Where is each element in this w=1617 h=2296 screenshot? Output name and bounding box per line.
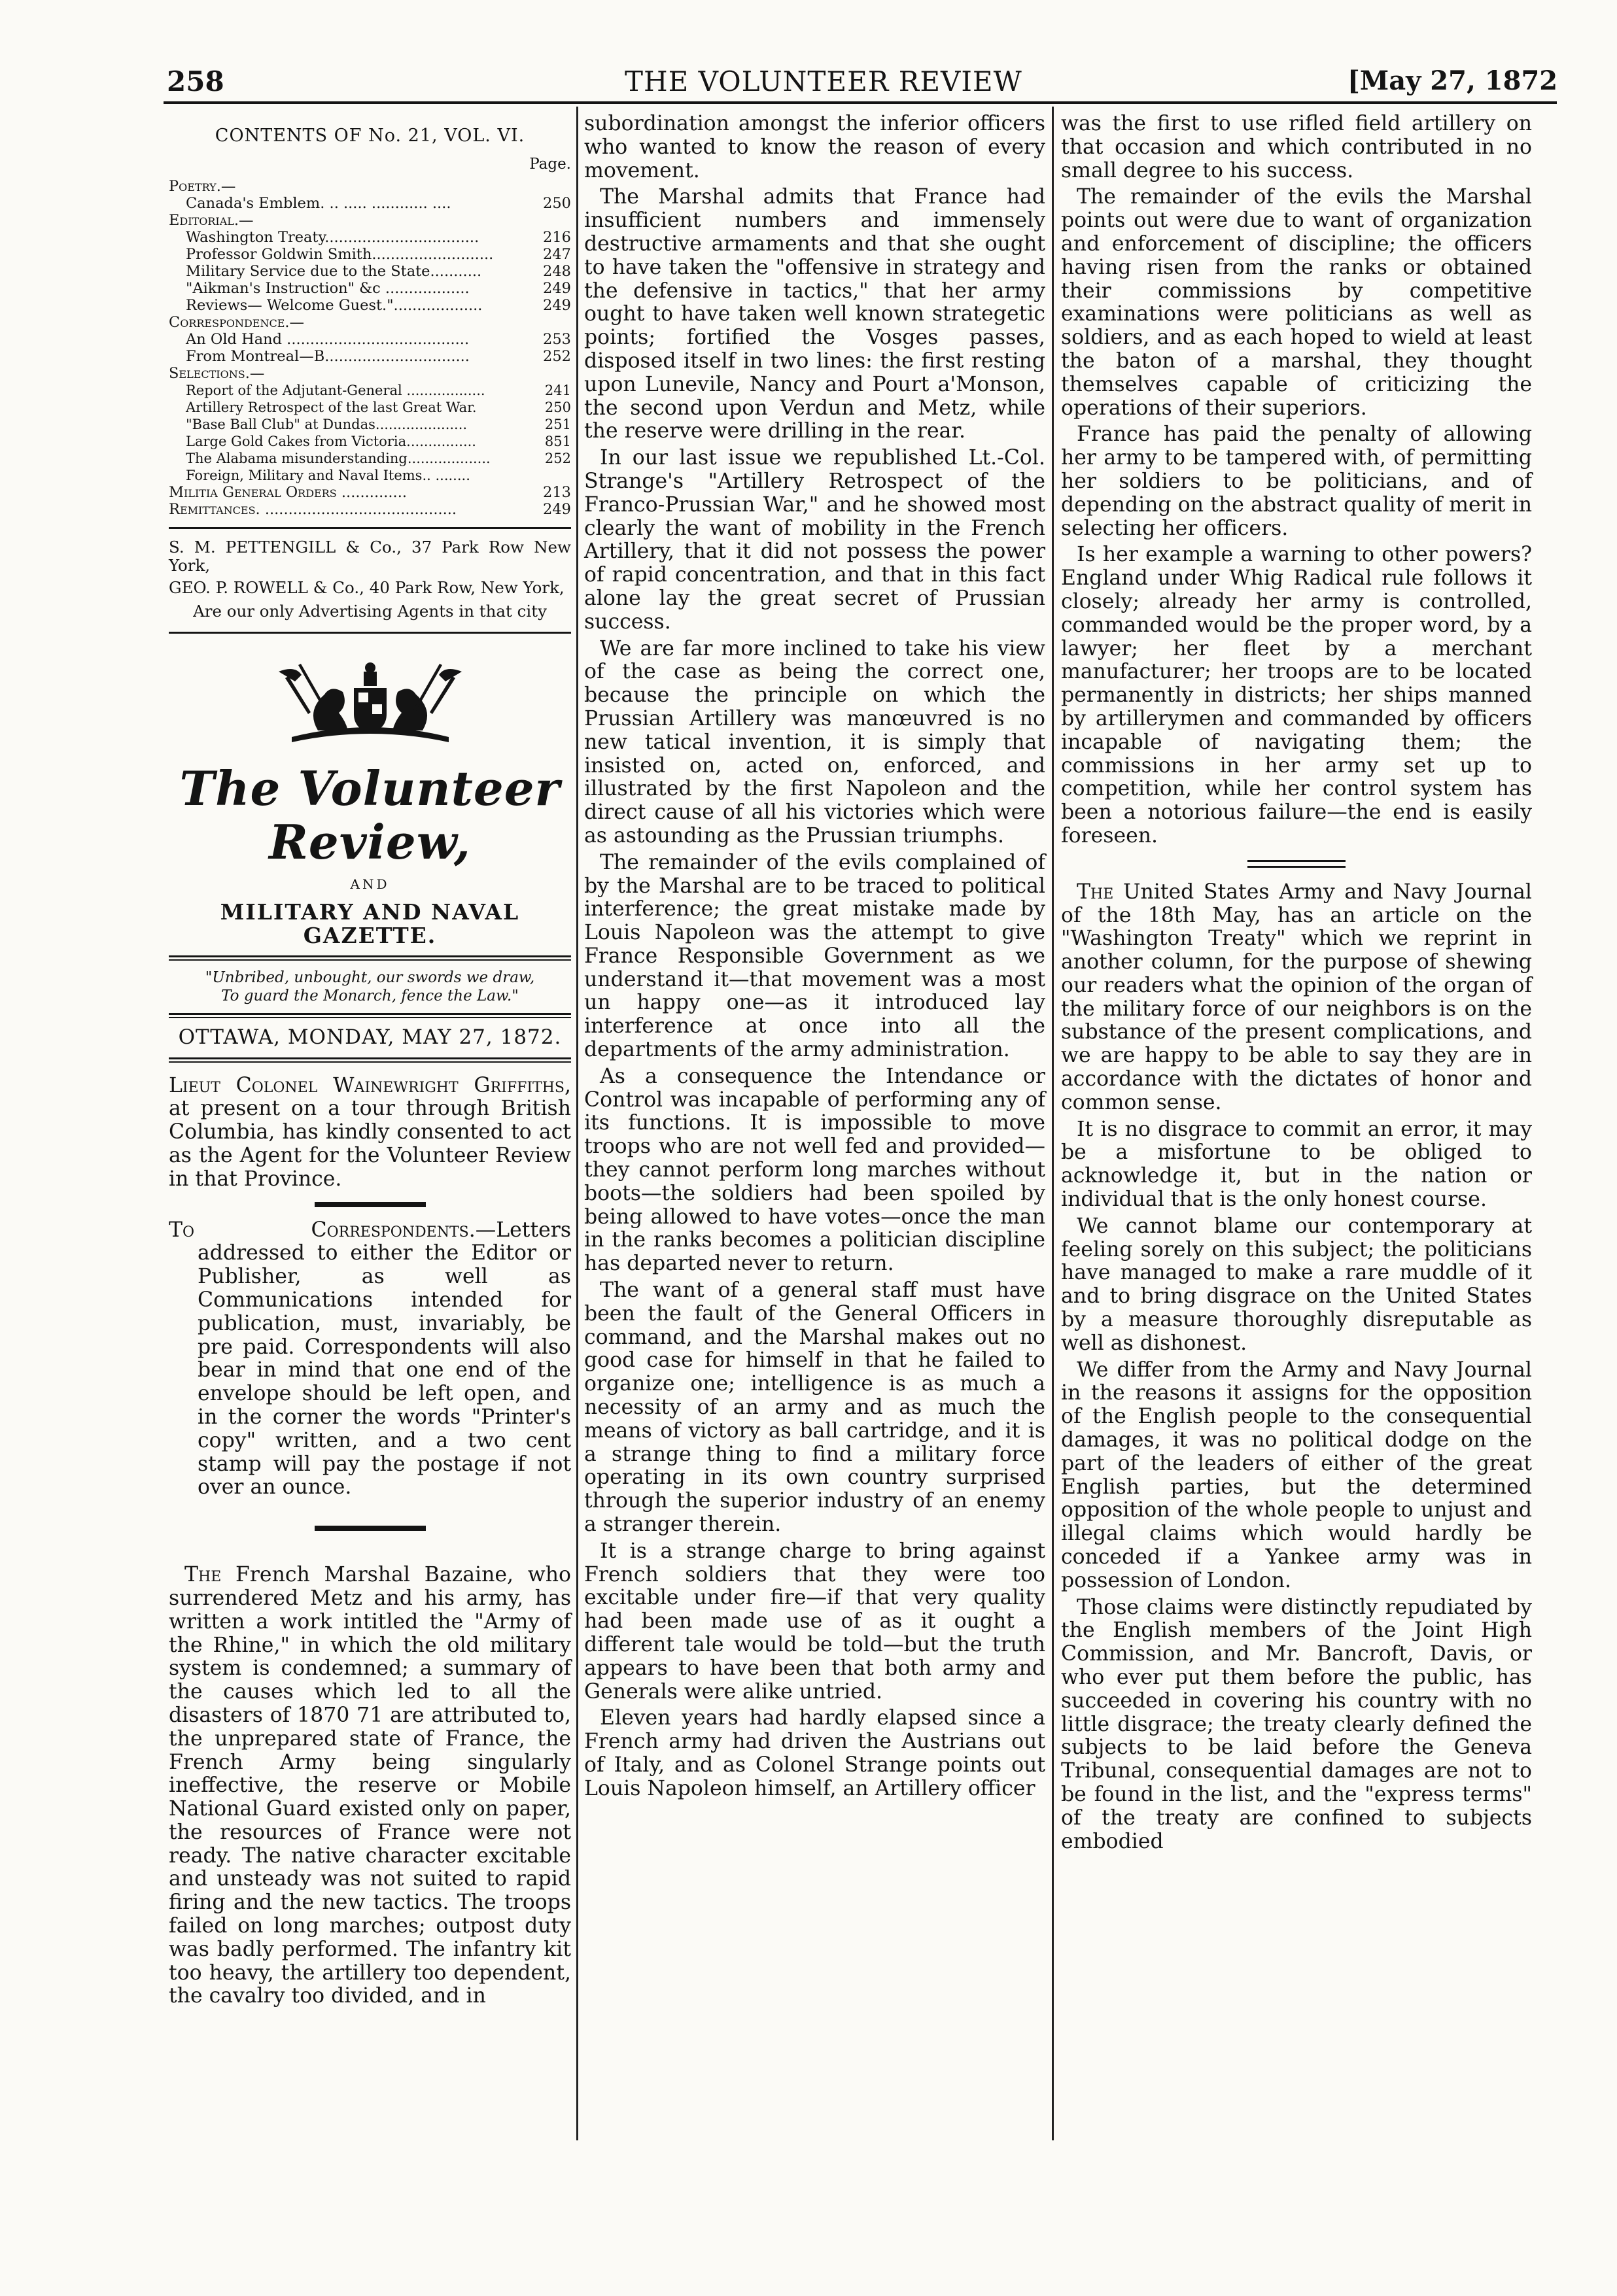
article-paragraph: France has paid the penalty of allowing her army to be tampered with, of permitting her soldiers to be politicians, and of depending on the abstract quality of merit in selecting her officers. <box>1061 422 1532 540</box>
issue-date: [May 27, 1872 <box>1348 65 1558 96</box>
article-paragraph: We are far more inclined to take his view of the case as being the correct one, because the principle on which the Prussian Artillery was manœuvred is no new tatical invention, it is simply that insisted on, acted on, enforced, and illustrated by the first Napoleon and the direct cause of all his victories which were as astounding as the Prussian triumphs. <box>584 636 1045 848</box>
divider <box>169 1057 571 1063</box>
contents-row <box>169 365 571 382</box>
article-paragraph: The want of a general staff must have been the fault of the General Officers in command, and the Marshal makes out no good case for himself in that he failed to organize one; intelligence is as much a necessity of an army and as much the means of victory as ball cartridge, and it is a strange thing to find a military force operating in its own country surprised through the superior industry of an enemy a stranger therein. <box>584 1278 1045 1537</box>
article-paragraph: It is a strange charge to bring against French soldiers that they were too excitable under fire—if that very quality had been made use of as it ought a different tale would be told—but the truth appears to have been that both army and Generals were alike untried. <box>584 1539 1045 1704</box>
contents-category: Militia General Orders <box>169 483 337 501</box>
paragraph-body: United States Army and Navy Journal of the 18th May, has an article on the "Washington Treaty" which we reprint in another column, for the purpose of shewing our readers what the opinion of the organ of the military force of our neighbors is on the substance of the present complications, and we are happy to be able to say they are in accordance with the dictates of honor and common sense. <box>1061 880 1532 1114</box>
masthead-title: The Volunteer Review, <box>179 761 561 870</box>
contents-label: An Old Hand ....................................... <box>186 330 470 348</box>
article-paragraph: Those claims were distinctly repudiated by the English members of the Joint High Commission, and Mr. Bancroft, Davis, or who ever put them before the public, has succeeded in covering his country with no little disgrace; the treaty clearly defined the subjects to be laid before the Geneva Tribunal, consequential damages are not to be found in the list, and the "express terms" of the treaty are confined to subjects embodied <box>1061 1595 1532 1853</box>
contents-page: 252 <box>543 347 571 365</box>
contents-category: Remittances. <box>169 500 260 518</box>
contents-row <box>169 263 571 280</box>
contents-page: 216 <box>543 228 571 246</box>
contents-page: 851 <box>544 433 571 449</box>
short-rule <box>315 1526 426 1531</box>
article-paragraph <box>1061 881 1532 1115</box>
motto <box>169 968 571 1005</box>
contents-row <box>169 484 571 501</box>
contents-row <box>169 331 571 348</box>
divider <box>169 632 571 634</box>
contents-page: 250 <box>544 399 571 415</box>
contents-label: "Aikman's Instruction" &c .................. <box>186 279 470 297</box>
notice-body: at present on a tour through British Columbia, has kindly consented to act as the Agent for the Volunteer Review in that Province. <box>169 1097 571 1191</box>
contents-dash <box>169 153 173 177</box>
motto-line: To guard the Monarch, fence the Law." <box>221 987 519 1004</box>
top-rule <box>164 101 1557 104</box>
contents-page: 253 <box>543 330 571 348</box>
contents-row <box>169 229 571 246</box>
contents-page: 249 <box>543 296 571 314</box>
contents-label: The Alabama misunderstanding................... <box>186 450 491 466</box>
article-paragraph: subordination amongst the inferior officers who wanted to know the reason of every movement. <box>584 112 1045 182</box>
agent-line: GEO. P. ROWELL & Co., 40 Park Row, New York, <box>169 577 565 597</box>
contents-page: 252 <box>544 450 571 466</box>
contents-row <box>169 467 571 484</box>
article-paragraph: The Marshal admits that France had insufficient numbers and immensely destructive armaments and that she ought to have taken the "offensive in strategy and the defensive in tactics," that her army ought to have taken well known strategetic points; fortified the Vosges passes, disposed itself in two lines: the first resting upon Lunevile, Nancy and Pourt a'Monson, the second upon Verdun and Metz, while the reserve were drilling in the rear. <box>584 185 1045 443</box>
contents-category: Selections.— <box>169 364 265 382</box>
contents-label: Professor Goldwin Smith.......................... <box>186 245 494 263</box>
contents-subheader <box>169 153 571 177</box>
page-number: 258 <box>167 65 224 97</box>
contents-page: 250 <box>543 194 571 212</box>
column-divider <box>576 107 578 2140</box>
agent-line: S. M. PETTENGILL & Co., 37 Park Row New York, <box>169 537 571 575</box>
contents-row <box>169 212 571 229</box>
divider <box>169 955 571 961</box>
contents-row <box>169 314 571 331</box>
contents-row <box>169 280 571 297</box>
contents-label: .............. <box>336 483 408 501</box>
masthead-subtitle: MILITARY AND NAVAL GAZETTE. <box>220 899 520 948</box>
contents-label: Washington Treaty................................. <box>186 228 479 246</box>
contents-label: Canada's Emblem. .. ..... ............ .... <box>186 194 451 212</box>
contents-category: Poetry.— <box>169 177 236 195</box>
article-paragraph <box>169 1564 571 2008</box>
contents-page: 248 <box>543 262 571 280</box>
contents-label: From Montreal—B............................... <box>186 347 470 365</box>
column-3 <box>1061 112 1532 1857</box>
contents-page: 251 <box>544 416 571 432</box>
short-rule <box>315 1202 426 1207</box>
notice-paragraph <box>169 1219 571 1500</box>
contents-row <box>169 297 571 314</box>
motto-line: "Unbribed, unbought, our swords we draw, <box>205 968 535 986</box>
contents-label: Report of the Adjutant-General .................. <box>186 382 485 398</box>
contents-row <box>169 501 571 518</box>
article-paragraph: In our last issue we republished Lt.-Col. Strange's "Artillery Retrospect of the Franco-Prussian War," and he showed most clearly the want of mobility in the French Artillery, that it did not possess the power of rapid concentration, and that in this fact alone lay the great secret of Prussian success. <box>584 446 1045 634</box>
notice-body: —Letters addressed to either the Editor or Publisher, as well as Communications intended for publication, must, invariably, be pre paid. Correspondents will also bear in mind that one end of the envelope should be left open, and in the corner the words "Printer's copy" written, and a two cent stamp will pay the postage if not over an ounce. <box>198 1218 571 1499</box>
contents-heading: CONTENTS OF No. 21, VOL. VI. <box>215 126 525 146</box>
article-paragraph: The remainder of the evils complained of by the Marshal are to be traced to political interference; the great mistake made by Louis Napoleon was the attempt to give France Responsible Government as we understand it—that movement was a most un happy one—as it introduced lay interference at once into all the departments of the army administration. <box>584 850 1045 1062</box>
divider <box>169 527 571 529</box>
article-paragraph: We cannot blame our contemporary at feeling sorely on this subject; the politicians have managed to make a rare muddle of it and to bring disgrace on the United States by a measure thoroughly disreputable as well as dishonest. <box>1061 1214 1532 1355</box>
contents-category: Correspondence.— <box>169 313 305 331</box>
article-paragraph: It is no disgrace to commit an error, it may be a misfortune to be obliged to acknowledge it, but in the nation or individual that is the only honest course. <box>1061 1117 1532 1212</box>
paragraph-body: French Marshal Bazaine, who surrendered Metz and his army, has written a work intitled the "Army of the Rhine," in which the old military system is condemned; a summary of the causes which led to all the disasters of 1870 71 are attributed to, the unprepared state of France, the French Army being singularly ineffective, the reserve or Mobile National Guard existed only on paper, the resources of France were not ready. The native character excitable and unsteady was not suited to rapid firing and the new tactics. The troops failed on long marches; outpost duty was badly performed. The infantry kit too heavy, the artillery too dependent, the cavalry too divided, and in <box>169 1563 571 2008</box>
contents-list <box>169 178 571 518</box>
masthead-and: AND <box>350 876 390 893</box>
article-paragraph: As a consequence the Intendance or Control was incapable of performing any of its functions. It is impossible to move troops who are not well fed and provided—they cannot perform long marches without boots—the soldiers had been spoiled by being allowed to have votes—once the man in the ranks becomes a politician discipline has departed never to return. <box>584 1064 1045 1276</box>
contents-row <box>169 246 571 263</box>
contents-page: 247 <box>543 245 571 263</box>
contents-page: 241 <box>544 382 571 398</box>
contents-row <box>169 416 571 433</box>
contents-page: 213 <box>543 483 571 501</box>
column-1 <box>169 112 571 2012</box>
contents-label: ......................................... <box>260 500 457 518</box>
contents-row <box>169 348 571 365</box>
notice-lead: To Correspondents. <box>169 1218 476 1242</box>
article-paragraph: Is her example a warning to other powers? England under Whig Radical rule follows it closely; already her army is controlled, commanded would be the proper word, by a lawyer; her fleet by a merchant manufacturer; her troops are to be located permanently in districts; her ships manned by artillerymen and commanded by officers incapable of navigating them; the commissions in her army set up to competition, while her control system has been a notorious failure—the end is easily foreseen. <box>1061 543 1532 848</box>
running-title: THE VOLUNTEER REVIEW <box>625 65 1022 97</box>
contents-row <box>169 399 571 416</box>
divider <box>169 1013 571 1018</box>
contents-page-label: Page. <box>529 155 571 173</box>
royal-crest-icon <box>272 652 468 750</box>
agent-note: Are our only Advertising Agents in that city <box>193 601 547 621</box>
notice-correspondents <box>169 1219 571 1500</box>
article-paragraph: We differ from the Army and Navy Journal in the reasons it assigns for the opposition of the English people to the consequential damages, it was no political dodge on the part of the leaders of either of the great English parties, but the determined opposition of the whole people to unjust and illegal claims which would hardly be conceded if a Yankee army was in possession of London. <box>1061 1358 1532 1592</box>
contents-row <box>169 195 571 212</box>
column-divider <box>1052 107 1054 2140</box>
column-2 <box>584 112 1045 1804</box>
contents-row <box>169 450 571 467</box>
contents-category: Editorial.— <box>169 211 254 229</box>
contents-row <box>169 382 571 399</box>
article-paragraph: was the first to use rifled field artillery on that occasion and which contributed in no small degree to his success. <box>1061 112 1532 182</box>
article-paragraph: The remainder of the evils the Marshal points out were due to want of organization and enforcement of discipline; the officers having risen from the ranks or obtained their commissions by competitive examinations were politicians as well as soldiers, and as each hoped to wield at least the baton of a marshal, they thought themselves capable of criticizing the operations of their superiors. <box>1061 185 1532 420</box>
contents-page: 249 <box>543 500 571 518</box>
contents-label: Artillery Retrospect of the last Great War. <box>186 399 477 415</box>
contents-label: Military Service due to the State........... <box>186 262 482 280</box>
contents-row <box>169 178 571 195</box>
notice-griffiths <box>169 1074 571 1191</box>
contents-label: "Base Ball Club" at Dundas..................... <box>186 416 468 432</box>
contents-label: Foreign, Military and Naval Items.. ........ <box>186 467 470 483</box>
notice-lead: Lieut Colonel Wainewright Griffiths, <box>169 1073 571 1097</box>
contents-label: Large Gold Cakes from Victoria................ <box>186 433 476 449</box>
lead-word: The <box>184 1563 222 1587</box>
dateline: OTTAWA, MONDAY, MAY 27, 1872. <box>178 1025 562 1049</box>
lead-word: The <box>1077 880 1114 904</box>
contents-label: Reviews— Welcome Guest."................... <box>186 296 483 314</box>
section-rule <box>1247 860 1346 868</box>
contents-row <box>169 433 571 450</box>
article-paragraph: Eleven years had hardly elapsed since a French army had driven the Austrians out of Italy, and as Colonel Strange points out Louis Napoleon himself, an Artillery officer <box>584 1706 1045 1800</box>
contents-page: 249 <box>543 279 571 297</box>
